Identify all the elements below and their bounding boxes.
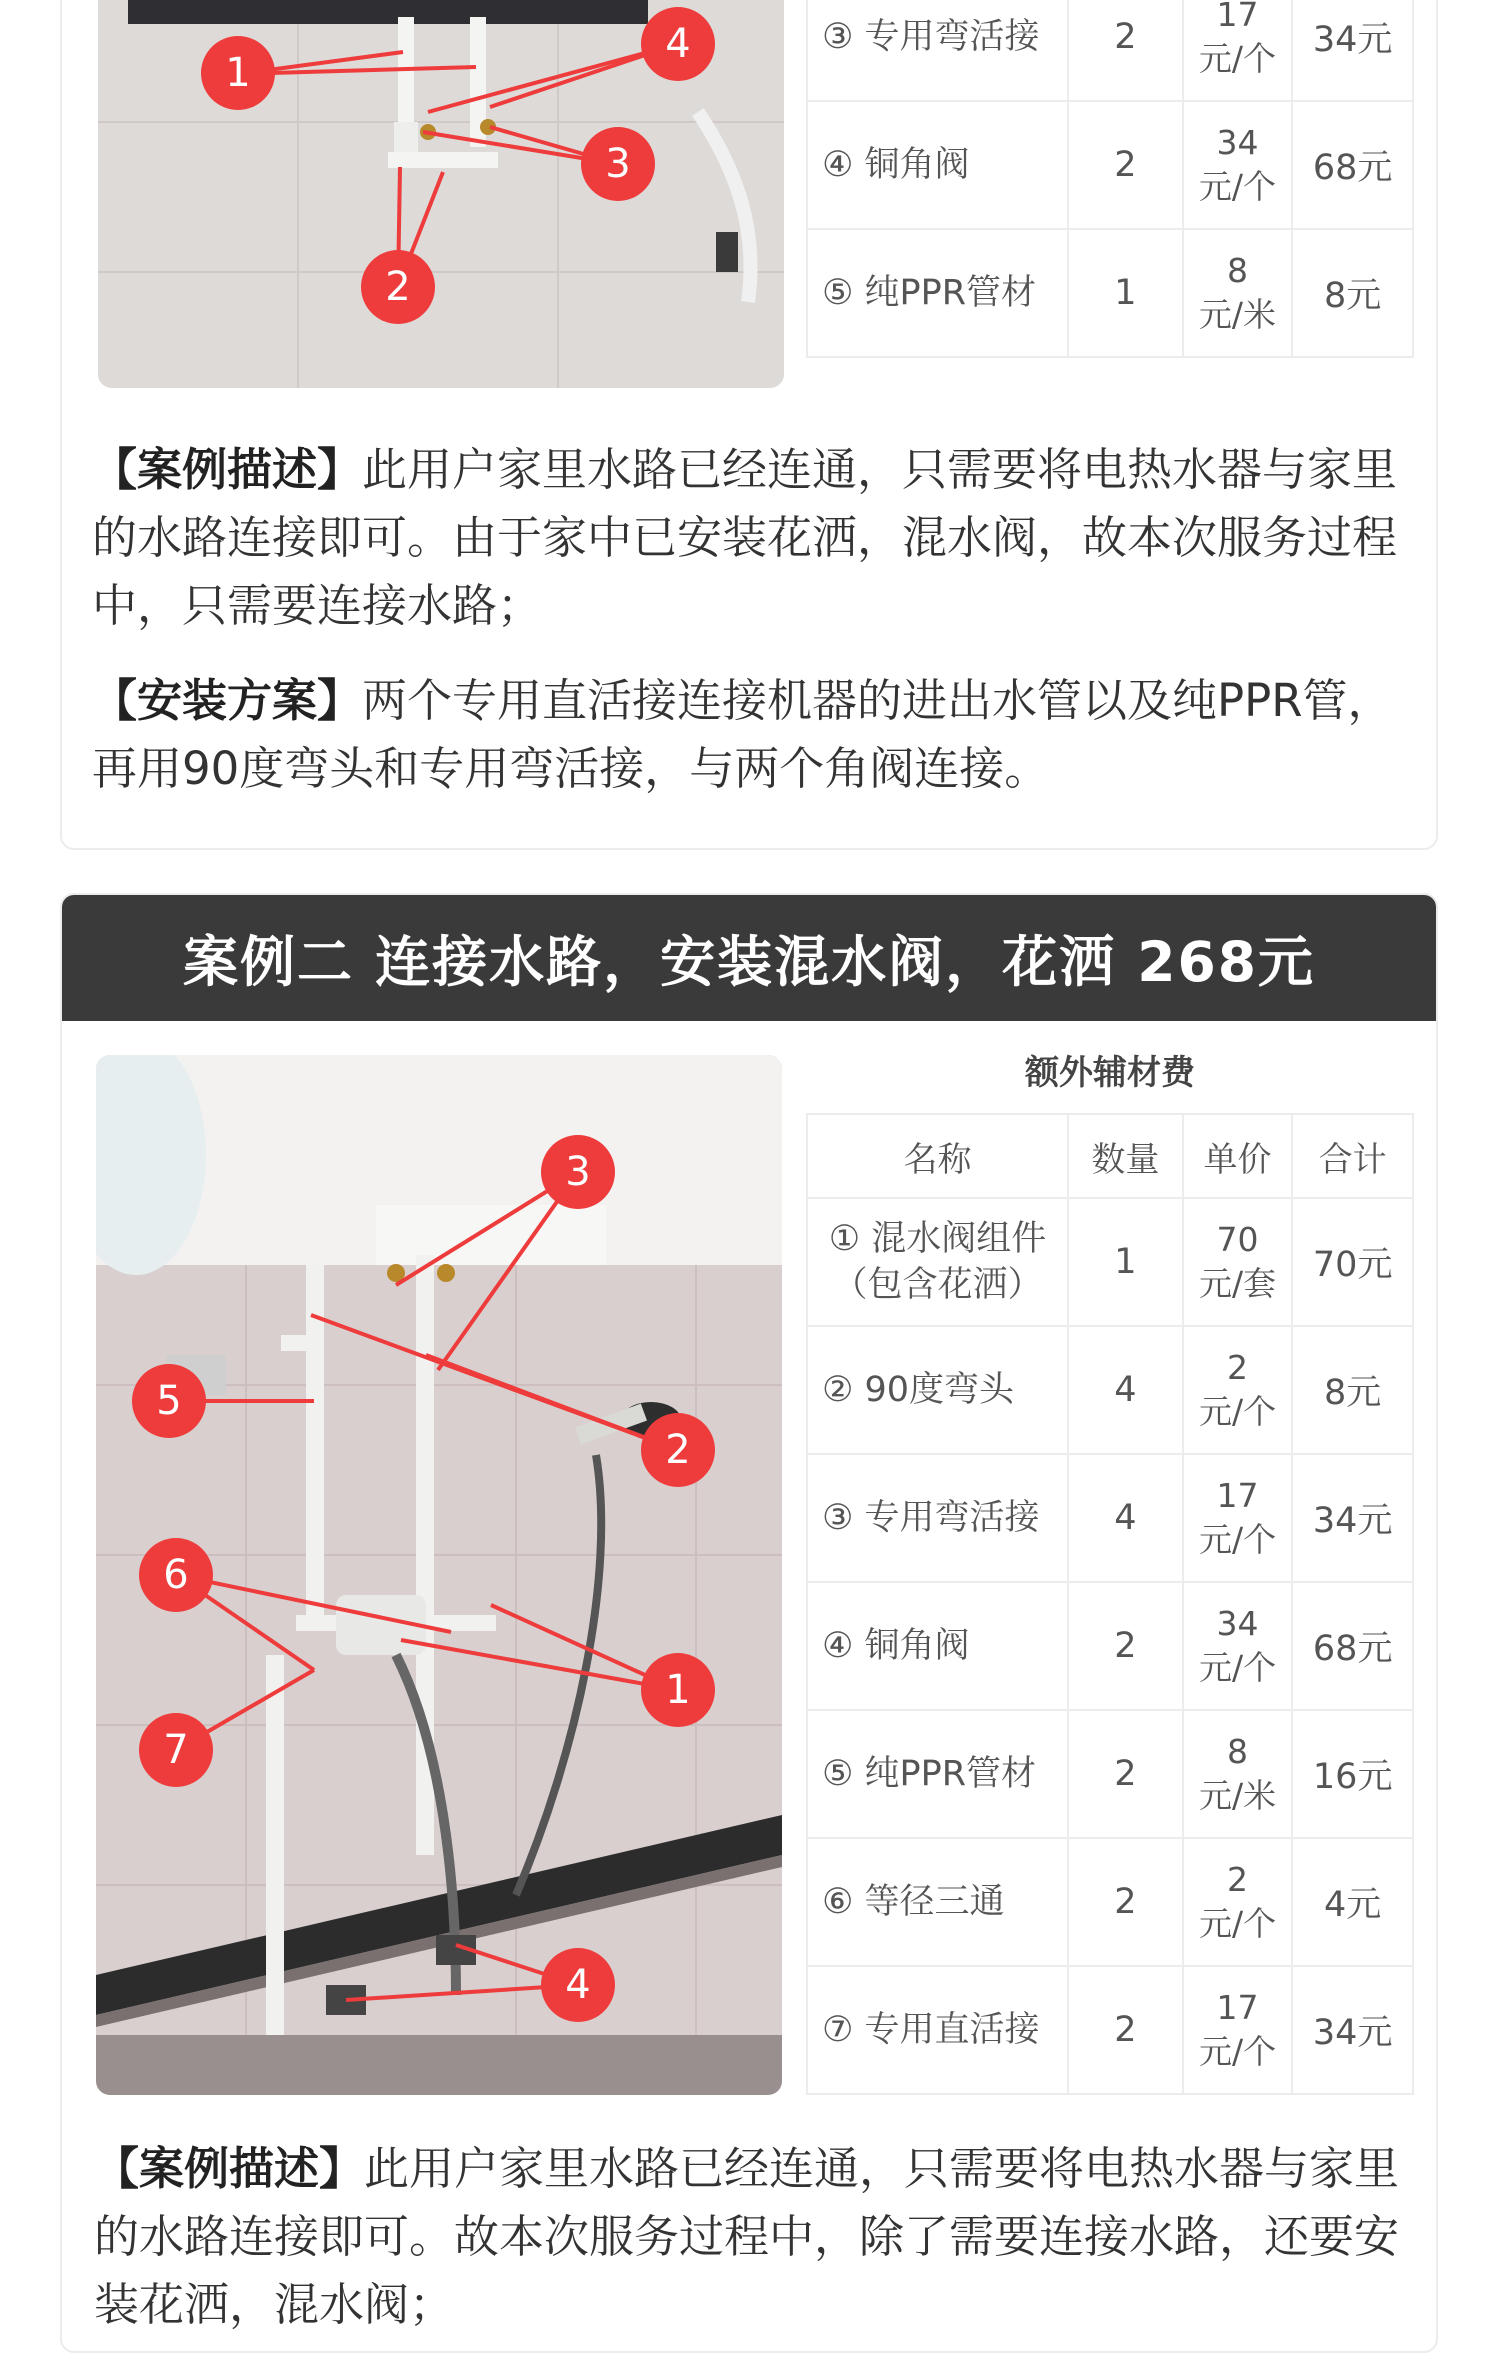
table-row — [807, 1454, 1413, 1582]
item-total: 8元 — [1292, 229, 1413, 357]
price-unit: 元/个 — [1198, 1648, 1277, 1687]
item-qty: 2 — [1068, 1838, 1183, 1966]
price-unit: 元/套 — [1198, 1264, 1277, 1303]
table-row — [807, 1966, 1413, 2094]
item-total: 8元 — [1292, 1326, 1413, 1454]
price-unit: 元/个 — [1198, 39, 1277, 78]
table-row — [807, 1326, 1413, 1454]
case1-plan-text: 两个专用直活接连接机器的进出水管以及纯PPR管，再用90度弯头和专用弯活接，与两个角阀连接。 — [92, 674, 1393, 795]
price-value: 34 — [1216, 1604, 1259, 1643]
case1-marker-3: 3 — [581, 127, 655, 201]
col-header-name: 名称 — [807, 1114, 1068, 1198]
price-value: 8 — [1226, 251, 1248, 290]
item-name: ⑤ 纯PPR管材 — [807, 1710, 1068, 1838]
item-price — [1183, 1966, 1293, 2094]
case2-description-text: 此用户家里水路已经连通，只需要将电热水器与家里的水路连接即可。故本次服务过程中，除了需要连接水路，还要安装花洒，混水阀； — [94, 2142, 1400, 2331]
item-price — [1183, 1582, 1293, 1710]
price-unit: 元/米 — [1198, 295, 1277, 334]
item-name: ② 90度弯头 — [807, 1326, 1068, 1454]
price-value: 34 — [1216, 123, 1259, 162]
case1-description-tag: 【案例描述】 — [92, 443, 363, 496]
case1-photo — [98, 0, 784, 388]
item-name: ⑤ 纯PPR管材 — [807, 229, 1068, 357]
price-unit: 元/个 — [1198, 1904, 1277, 1943]
item-name: ⑦ 专用直活接 — [807, 1966, 1068, 2094]
table-header-row — [807, 1114, 1413, 1198]
item-total: 68元 — [1292, 101, 1413, 229]
item-qty: 1 — [1068, 1198, 1183, 1326]
case2-materials-table — [806, 1113, 1414, 2095]
case2-marker-6: 6 — [139, 1538, 213, 1612]
price-value: 17 — [1216, 1476, 1259, 1515]
item-total: 4元 — [1292, 1838, 1413, 1966]
item-qty: 2 — [1068, 1582, 1183, 1710]
item-qty: 2 — [1068, 101, 1183, 229]
case2-marker-1: 1 — [641, 1653, 715, 1727]
case1-marker-2: 2 — [361, 250, 435, 324]
case2-photo — [96, 1055, 782, 2095]
case1-marker-4: 4 — [641, 7, 715, 81]
item-name: ④ 铜角阀 — [807, 1582, 1068, 1710]
item-price — [1183, 0, 1293, 101]
item-price — [1183, 1326, 1293, 1454]
item-qty: 2 — [1068, 1710, 1183, 1838]
case1-plan-tag: 【安装方案】 — [92, 674, 363, 727]
col-header-price: 单价 — [1183, 1114, 1293, 1198]
item-total: 68元 — [1292, 1582, 1413, 1710]
price-unit: 元/米 — [1198, 1776, 1277, 1815]
case2-marker-7: 7 — [139, 1713, 213, 1787]
case1-description — [92, 436, 1422, 640]
case2-description-tag: 【案例描述】 — [94, 2142, 365, 2195]
price-value: 8 — [1227, 1732, 1249, 1771]
item-qty: 2 — [1068, 0, 1183, 101]
item-qty: 1 — [1068, 229, 1183, 357]
item-total: 34元 — [1292, 1454, 1413, 1582]
price-unit: 元/个 — [1198, 1392, 1277, 1431]
table-row — [807, 1838, 1413, 1966]
case2-marker-4: 4 — [541, 1948, 615, 2022]
item-name: ③ 专用弯活接 — [807, 1454, 1068, 1582]
price-value: 2 — [1227, 1860, 1249, 1899]
col-header-total: 合计 — [1292, 1114, 1413, 1198]
table-row — [807, 1710, 1413, 1838]
case2-description — [94, 2135, 1424, 2339]
item-price — [1183, 1454, 1293, 1582]
item-name-line: ① 混水阀组件 — [828, 1219, 1047, 1259]
item-price — [1183, 101, 1293, 229]
price-unit: 元/个 — [1198, 1520, 1277, 1559]
item-name: ④ 铜角阀 — [807, 101, 1068, 229]
case2-card — [60, 893, 1438, 2353]
item-name: ③ 专用弯活接 — [807, 0, 1068, 101]
item-qty: 4 — [1068, 1326, 1183, 1454]
case2-marker-3: 3 — [541, 1135, 615, 1209]
case1-materials-table — [806, 0, 1414, 358]
item-name: ⑥ 等径三通 — [807, 1838, 1068, 1966]
price-value: 70 — [1216, 1220, 1259, 1259]
item-total: 34元 — [1292, 1966, 1413, 2094]
item-total: 34元 — [1292, 0, 1413, 101]
case1-marker-1: 1 — [201, 36, 275, 110]
item-price — [1183, 1838, 1293, 1966]
case1-description-text: 此用户家里水路已经连通，只需要将电热水器与家里的水路连接即可。由于家中已安装花洒，混水阀，故本次服务过程中，只需要连接水路； — [92, 443, 1398, 632]
item-qty: 4 — [1068, 1454, 1183, 1582]
case1-plan — [92, 667, 1422, 803]
table-row — [807, 229, 1413, 357]
item-total: 70元 — [1292, 1198, 1413, 1326]
item-name-line: （包含花洒） — [832, 1265, 1043, 1305]
case2-marker-2: 2 — [641, 1413, 715, 1487]
item-qty: 2 — [1068, 1966, 1183, 2094]
table-row — [807, 0, 1413, 101]
price-value: 17 — [1216, 1988, 1259, 2027]
price-value: 17 — [1216, 0, 1259, 34]
price-value: 2 — [1227, 1348, 1249, 1387]
price-unit: 元/个 — [1198, 167, 1277, 206]
item-price — [1183, 1710, 1293, 1838]
item-price — [1183, 1198, 1293, 1326]
table-row — [807, 1198, 1413, 1326]
item-price — [1183, 229, 1293, 357]
price-unit: 元/个 — [1198, 2032, 1277, 2071]
table-row — [807, 101, 1413, 229]
item-name — [807, 1198, 1068, 1326]
case2-header: 案例二 连接水路，安装混水阀，花洒 268元 — [60, 893, 1438, 1021]
case2-table-title: 额外辅材费 — [1025, 1053, 1195, 1093]
col-header-qty: 数量 — [1068, 1114, 1183, 1198]
table-row — [807, 1582, 1413, 1710]
item-total: 16元 — [1292, 1710, 1413, 1838]
case2-marker-5: 5 — [132, 1364, 206, 1438]
